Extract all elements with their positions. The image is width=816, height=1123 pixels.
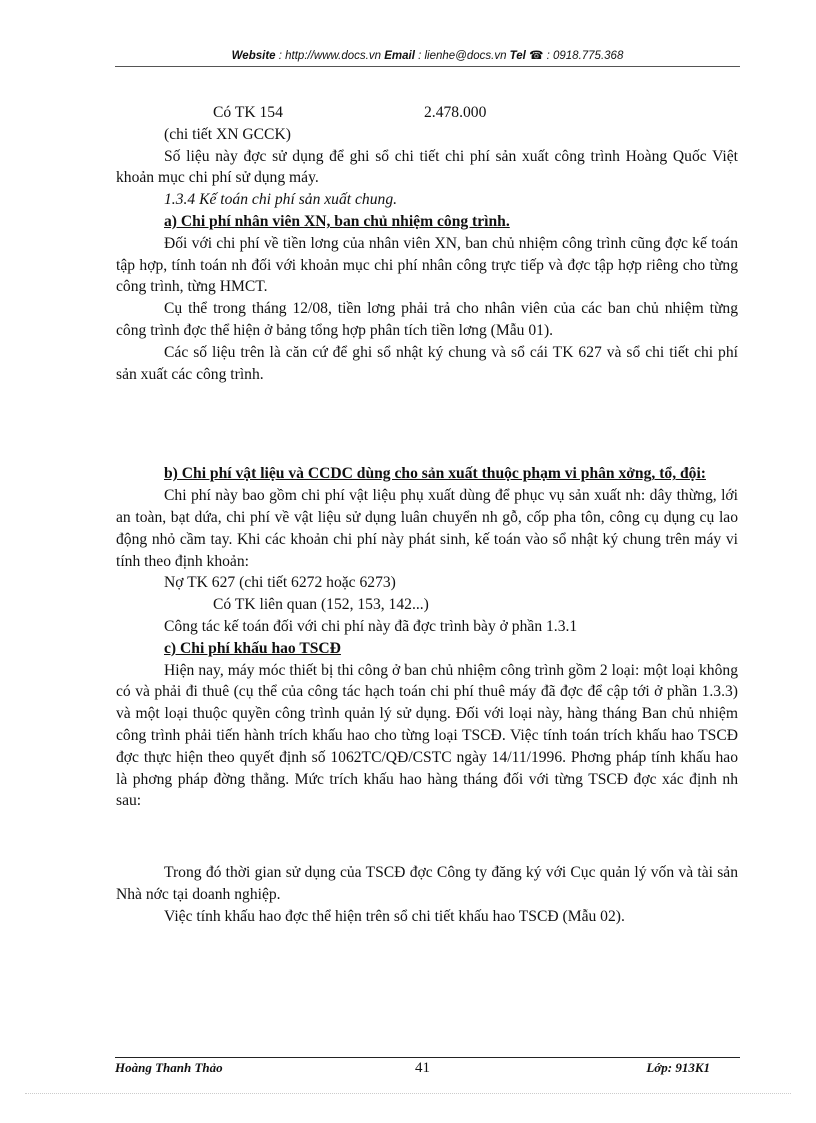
paragraph-b2: Công tác kế toán đối với chi phí này đã đợc trình bày ở phần 1.3.1 [164,617,578,635]
footer-class: Lớp: 913K1 [646,1060,710,1075]
heading-a [116,211,738,233]
section-title: 1.3.4 Kế toán chi phí sản xuất chung. [164,191,398,209]
paragraph-a2: Cụ thể trong tháng 12/08, tiền lơng phải trả cho nhân viên của các ban chủ nhiệm từng công trình đợc thể hiện ở bảng tổng hợp phân tích tiền lơng (Mẫu 01). [116,300,738,339]
entry-credit: Có TK liên quan (152, 153, 142...) [213,596,429,614]
spacer [116,385,738,463]
heading-a-text: a) Chi phí nhân viên XN, ban chủ nhiệm công trình. [164,212,510,230]
document-body [116,102,738,928]
page-header [115,48,740,62]
phone-icon: ☎ [529,50,544,62]
entry-credit-154 [116,102,738,124]
paragraph-b1: Chi phí này bao gồm chi phí vật liệu phụ xuất dùng để phục vụ sản xuất nh: dây thừng, lới an toàn, bạt dứa, chi phí về vật liệu sử dụng luân chuyển nh gỗ, cốp pha tôn, công cụ dụng cụ lao động nhỏ cầm tay. Khi các khoản chi phí này phát sinh, kế toán vào sổ nhật ký chung trên máy vi tính theo định khoản: [116,487,738,570]
entry-account: Có TK 154 [213,104,283,121]
heading-c [116,638,738,660]
entry-detail: (chi tiết XN GCCK) [164,125,291,143]
entry-debit: Nợ TK 627 (chi tiết 6272 hoặc 6273) [164,574,396,592]
tel-value: : 0918.775.368 [543,50,624,62]
formula-space [116,812,738,862]
heading-b-text: b) Chi phí vật liệu và CCDC dùng cho sản xuất thuộc phạm vi phân xởng, tổ, đội: [164,465,706,483]
paragraph-c2: Trong đó thời gian sử dụng của TSCĐ đợc Công ty đăng ký với Cục quản lý vốn và tài sản Nhà nớc tại doanh nghiệp. [116,864,738,903]
bottom-border [25,1093,791,1094]
email-value: : lienhe@docs.vn [414,50,510,62]
paragraph-usage: Số liệu này đợc sử dụng để ghi sổ chi tiết chi phí sản xuất công trình Hoàng Quốc Việt khoản mục chi phí sử dụng máy. [116,147,738,187]
page-number: 41 [415,1060,430,1076]
page-footer [115,1060,740,1082]
paragraph-a1: Đối với chi phí về tiền lơng của nhân viên XN, ban chủ nhiệm công trình cũng đợc kế toán tập hợp, tính toán nh đối với khoản mục chi phí nhân công trực tiếp và đợc tập hợp riêng cho từng công trình, từng HMCT. [116,234,738,296]
paragraph-c1: Hiện nay, máy móc thiết bị thi công ở ban chủ nhiệm công trình gồm 2 loại: một loại không có và phải đi thuê (cụ thể của công tác hạch toán chi phí thuê máy đã đợc để cập tới ở phần 1.3.3) và một loại thuộc quyền công trình quản lý sử dụng. Đối với loại này, hàng tháng Ban chủ nhiệm công trình phải tiến hành trích khấu hao cho từng loại TSCĐ. Việc tính toán trích khấu hao TSCĐ đợc thực hiện theo quyết định số 1062TC/QĐ/CSTC ngày 14/11/1996. Phơng pháp tính khấu hao là phơng pháp đờng thẳng. Mức trích khấu hao hàng tháng đối với từng TSCĐ đợc xác định nh sau: [116,661,738,810]
website-label: Website [231,50,276,62]
footer-divider [115,1057,740,1058]
footer-author: Hoàng Thanh Thảo [115,1060,223,1075]
header-divider [115,66,740,67]
heading-b [116,463,738,485]
email-label: Email [384,50,415,62]
paragraph-c3: Việc tính khấu hao đợc thể hiện trên sổ chi tiết khấu hao TSCĐ (Mẫu 02). [164,907,625,925]
entry-amount: 2.478.000 [424,104,487,121]
heading-c-text: c) Chi phí khấu hao TSCĐ [164,639,341,657]
website-value: : http://www.docs.vn [275,50,385,62]
paragraph-a3: Các số liệu trên là căn cứ để ghi sổ nhật ký chung và sổ cái TK 627 và sổ chi tiết chi phí sản xuất các công trình. [116,343,738,383]
tel-label: Tel [509,50,526,62]
